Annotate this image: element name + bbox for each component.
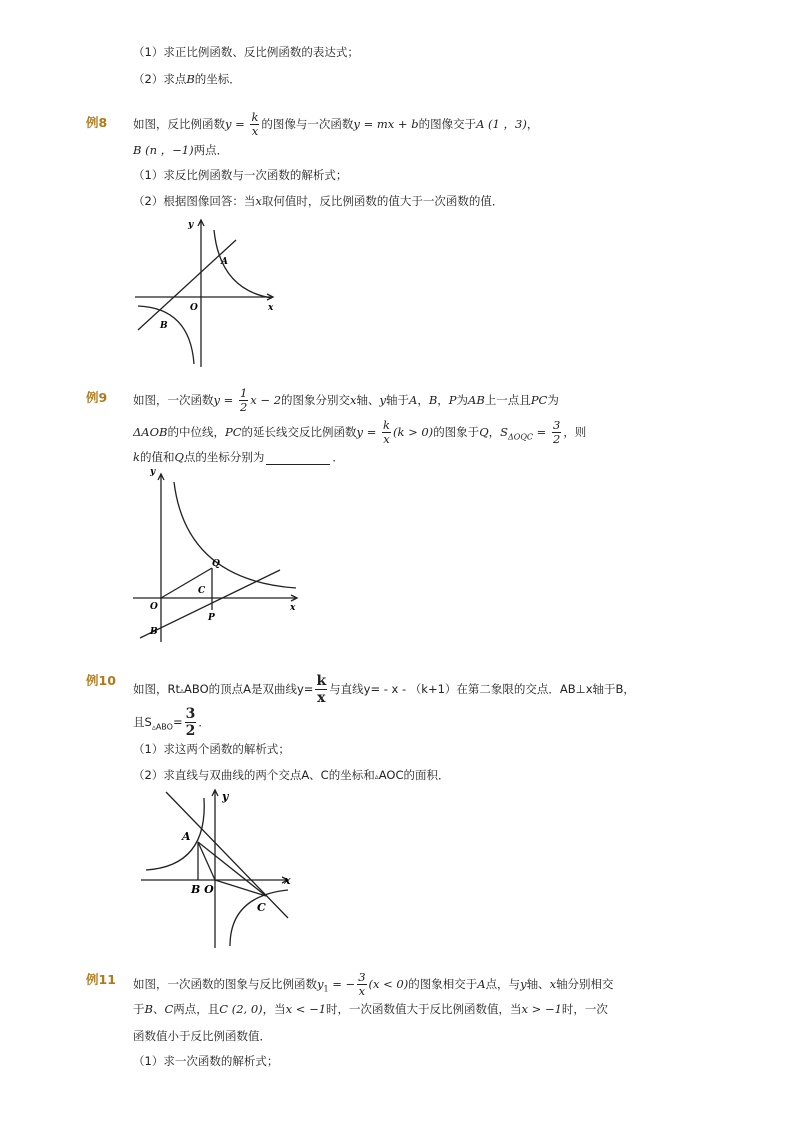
problem-text: 且$S_{▵ABO}=$ $\frac{3}{2}$ ． <box>133 706 210 739</box>
figure-ex8 <box>130 212 280 372</box>
question-line: （2）根据图像回答：当x取何值时，反比例函数的值大于一次函数的值． <box>133 194 504 208</box>
example-label: 例9 <box>86 390 108 405</box>
axis-label-y: y <box>188 220 194 230</box>
problem-text: 于B、C两点，且C (2, 0)，当x < −1时，一次函数值大于反比例函数值，当x > −1时，一次 <box>133 1002 608 1016</box>
point-label-p: P <box>208 613 215 623</box>
example-label: 例10 <box>86 673 116 688</box>
point-labels-bo: B O <box>191 883 214 896</box>
problem-text: ΔAOB的中位线，PC的延长线交反比例函数y = $\frac{k}{x}$ (k > 0)的图象于Q，$S_{\Delta OQC}$ = $\frac{3}{2}$ ，则 <box>133 418 587 446</box>
question-line: （1）求一次函数的解析式； <box>133 1054 279 1068</box>
example-label: 例8 <box>86 115 108 130</box>
axis-label-x: x <box>268 303 274 313</box>
point-label-b: B <box>160 321 168 331</box>
figure-ex9 <box>130 462 305 647</box>
origin-label: O <box>150 602 158 612</box>
origin-label: O <box>190 303 198 313</box>
problem-text: 如图，一次函数的图象与反比例函数$y_1$ = − $\frac{3}{x}$ (x < 0)的图象相交于A点，与y轴、x轴分别相交 <box>133 970 614 998</box>
point-label-c: C <box>257 901 266 914</box>
axis-label-y: y <box>150 467 156 477</box>
point-label-a: A <box>221 257 228 267</box>
problem-text: 如图，Rt▵ABO的顶点A是双曲线y= $\frac{k}{x}$ 与直线y= - x - （k+1）在第二象限的交点．AB⊥x轴于B， <box>133 673 635 706</box>
problem-text: 函数值小于反比例函数值． <box>133 1029 271 1043</box>
problem-text: 如图，一次函数y = $\frac{1}{2}$ x − 2的图象分别交x轴、y轴于A，B，P为AB上一点且PC为 <box>133 386 559 414</box>
question-line: （1）求正比例函数、反比例函数的表达式； <box>133 45 359 59</box>
problem-text: B (n ，−1)两点． <box>133 143 229 157</box>
example-label: 例11 <box>86 972 116 987</box>
figure-ex10 <box>138 786 298 951</box>
axis-label-x: x <box>290 603 296 613</box>
point-label-q: Q <box>212 559 220 569</box>
point-label-c: C <box>198 586 206 596</box>
question-line: （1）求这两个函数的解析式； <box>133 742 290 756</box>
point-label-a: A <box>182 830 191 843</box>
question-line: （2）求直线与双曲线的两个交点A、C的坐标和▵AOC的面积． <box>133 768 450 782</box>
question-line: （1）求反比例函数与一次函数的解析式； <box>133 168 348 182</box>
axis-label-x: x <box>284 874 291 887</box>
problem-text: k的值和Q点的坐标分别为 ． <box>133 450 344 464</box>
point-label-b: B <box>150 627 158 637</box>
question-line: （2）求点B的坐标． <box>133 72 241 86</box>
problem-text: 如图，反比例函数y = $\frac{k}{x}$ 的图像与一次函数y = mx + b的图像交于A (1 ，3)， <box>133 110 539 138</box>
axis-label-y: y <box>222 790 229 803</box>
